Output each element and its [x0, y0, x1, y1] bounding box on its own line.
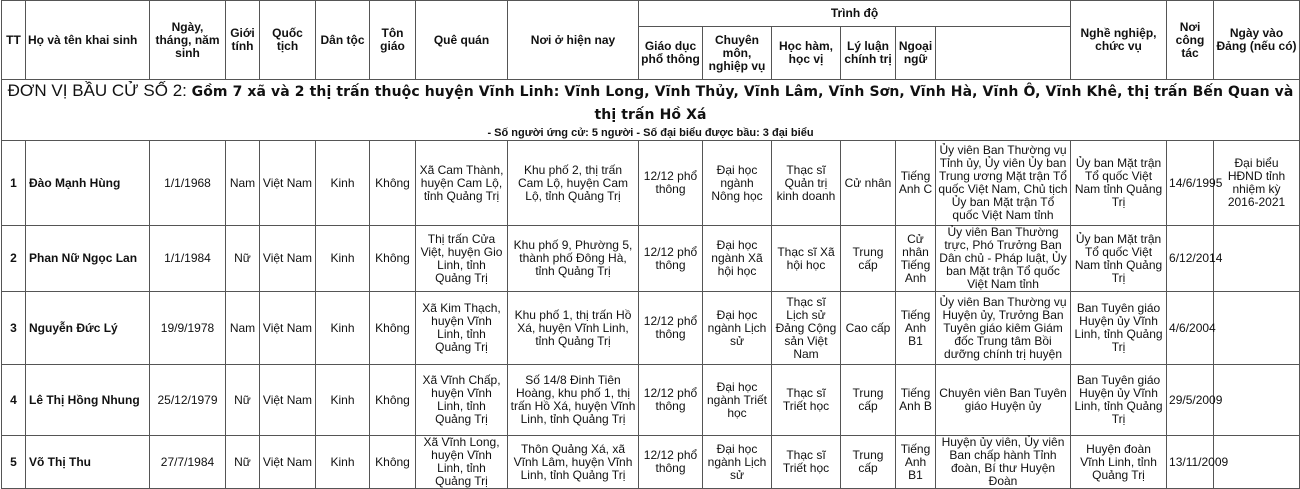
- cell-workplace: Ủy ban Mặt trận Tổ quốc Việt Nam tỉnh Quảng Trị: [1071, 141, 1167, 226]
- cell-general-edu: 12/12 phổ thông: [639, 436, 703, 489]
- table-row: [2, 292, 1300, 365]
- cell-professional: Đại học ngành Nông học: [703, 141, 772, 226]
- cell-political-theory: Cử nhân: [841, 141, 896, 226]
- cell-general-edu: 12/12 phổ thông: [639, 365, 703, 436]
- cell-party-date: 14/6/1995: [1167, 141, 1214, 226]
- cell-hometown: Xã Cam Thành, huyện Cam Lộ, tỉnh Quảng Trị: [416, 141, 508, 226]
- cell-tt: 5: [2, 436, 26, 489]
- cell-tt: 1: [2, 141, 26, 226]
- cell-gender: Nam: [226, 292, 260, 365]
- cell-ethnicity: Kinh: [316, 436, 370, 489]
- cell-ethnicity: Kinh: [316, 292, 370, 365]
- col-header-education-group: Trình độ: [639, 1, 1071, 27]
- cell-hometown: Thị trấn Cửa Việt, huyện Gio Linh, tỉnh Quảng Trị: [416, 226, 508, 292]
- cell-dob: 1/1/1984: [150, 226, 226, 292]
- cell-gender: Nữ: [226, 226, 260, 292]
- cell-occupation: Ủy viên Ban Thường trực, Phó Trưởng Ban Dân chủ - Pháp luật, Ủy ban Mặt trận Tổ quốc Việt Nam tỉnh: [936, 226, 1071, 292]
- cell-professional: Đại học ngành Lịch sử: [703, 292, 772, 365]
- cell-gender: Nữ: [226, 365, 260, 436]
- cell-foreign-language: Tiếng Anh B1: [896, 436, 936, 489]
- cell-residence: Khu phố 2, thị trấn Cam Lộ, huyện Cam Lộ, tỉnh Quảng Trị: [508, 141, 639, 226]
- cell-general-edu: 12/12 phổ thông: [639, 226, 703, 292]
- cell-name: Võ Thị Thu: [26, 436, 150, 489]
- cell-political-theory: Trung cấp: [841, 226, 896, 292]
- district-title: [2, 80, 1300, 127]
- cell-foreign-language: Tiếng Anh B: [896, 365, 936, 436]
- cell-workplace: Huyện đoàn Vĩnh Linh, tỉnh Quảng Trị: [1071, 436, 1167, 489]
- cell-professional: Đại học ngành Triết học: [703, 365, 772, 436]
- cell-party-date: 6/12/2014: [1167, 226, 1214, 292]
- col-header-party-date: Ngày vào Đảng (nếu có): [1214, 1, 1300, 80]
- table-row: [2, 226, 1300, 292]
- district-prefix: ĐƠN VỊ BẦU CỬ SỐ 2:: [7, 81, 192, 100]
- cell-foreign-language: Tiếng Anh B1: [896, 292, 936, 365]
- cell-residence: Số 14/8 Đinh Tiên Hoàng, khu phố 1, thị trấn Hồ Xá, huyện Vĩnh Linh, tỉnh Quảng Trị: [508, 365, 639, 436]
- col-header-degree: Học hàm, học vị: [772, 27, 841, 80]
- cell-workplace: Ủy ban Mặt trận Tổ quốc Việt Nam tỉnh Quảng Trị: [1071, 226, 1167, 292]
- col-header-workplace: Nơi công tác: [1167, 1, 1214, 80]
- col-header-general-edu: Giáo dục phổ thông: [639, 27, 703, 80]
- cell-nationality: Việt Nam: [260, 226, 316, 292]
- col-header-dob: Ngày, tháng, năm sinh: [150, 1, 226, 80]
- cell-general-edu: 12/12 phổ thông: [639, 141, 703, 226]
- col-header-residence: Nơi ở hiện nay: [508, 1, 639, 80]
- cell-professional: Đại học ngành Xã hội học: [703, 226, 772, 292]
- cell-delegate: Đại biểu HĐND tỉnh nhiệm kỳ 2016-2021: [1214, 141, 1300, 226]
- col-header-gender: Giới tính: [226, 1, 260, 80]
- cell-occupation: Ủy viên Ban Thường vụ Tỉnh ủy, Ủy viên Ủy ban Trung ương Mặt trận Tổ quốc Việt Nam, Chủ tịch Ủy ban Mặt trận Tổ quốc Việt Nam tỉnh: [936, 141, 1071, 226]
- cell-delegate: [1214, 365, 1300, 436]
- cell-party-date: 29/5/2009: [1167, 365, 1214, 436]
- table-row: [2, 141, 1300, 226]
- cell-tt: 2: [2, 226, 26, 292]
- cell-political-theory: Trung cấp: [841, 365, 896, 436]
- cell-hometown: Xã Vĩnh Long, huyện Vĩnh Linh, tỉnh Quảng Trị: [416, 436, 508, 489]
- cell-name: Nguyễn Đức Lý: [26, 292, 150, 365]
- table-row: [2, 436, 1300, 489]
- cell-name: Lê Thị Hồng Nhung: [26, 365, 150, 436]
- cell-foreign-language: Tiếng Anh C: [896, 141, 936, 226]
- col-header-religion: Tôn giáo: [370, 1, 416, 80]
- district-subtitle: - Số người ứng cử: 5 người - Số đại biểu được bầu: 3 đại biểu: [2, 126, 1300, 141]
- table-row: [2, 365, 1300, 436]
- cell-residence: Khu phố 1, thị trấn Hồ Xá, huyện Vĩnh Linh, tỉnh Quảng Trị: [508, 292, 639, 365]
- cell-name: Phan Nữ Ngọc Lan: [26, 226, 150, 292]
- cell-degree: Thạc sĩ Lịch sử Đảng Cộng sản Việt Nam: [772, 292, 841, 365]
- cell-religion: Không: [370, 226, 416, 292]
- cell-tt: 4: [2, 365, 26, 436]
- cell-dob: 19/9/1978: [150, 292, 226, 365]
- cell-delegate: [1214, 292, 1300, 365]
- cell-nationality: Việt Nam: [260, 141, 316, 226]
- table-header: [2, 1, 1300, 80]
- cell-residence: Thôn Quảng Xá, xã Vĩnh Lâm, huyện Vĩnh Linh, tỉnh Quảng Trị: [508, 436, 639, 489]
- cell-ethnicity: Kinh: [316, 226, 370, 292]
- district-description: Gồm 7 xã và 2 thị trấn thuộc huyện Vĩnh Linh: Vĩnh Long, Vĩnh Thủy, Vĩnh Lâm, Vĩnh Sơn, Vĩnh Hà, Vĩnh Ô, Vĩnh Khê, thị trấn Bến Quan và thị trấn Hồ Xá: [191, 84, 1294, 123]
- cell-foreign-language: Cử nhân Tiếng Anh: [896, 226, 936, 292]
- cell-tt: 3: [2, 292, 26, 365]
- col-header-ethnicity: Dân tộc: [316, 1, 370, 80]
- cell-occupation: Huyện ủy viên, Ủy viên Ban chấp hành Tỉnh đoàn, Bí thư Huyện Đoàn: [936, 436, 1071, 489]
- cell-ethnicity: Kinh: [316, 141, 370, 226]
- col-header-occupation: Nghề nghiệp, chức vụ: [1071, 1, 1167, 80]
- candidate-table: [1, 0, 1300, 489]
- cell-general-edu: 12/12 phổ thông: [639, 292, 703, 365]
- col-header-name: Họ và tên khai sinh: [26, 1, 150, 80]
- col-header-tt: TT: [2, 1, 26, 80]
- cell-party-date: 13/11/2009: [1167, 436, 1214, 489]
- cell-degree: Thạc sĩ Triết học: [772, 365, 841, 436]
- cell-degree: Thạc sĩ Xã hội học: [772, 226, 841, 292]
- col-header-political-theory: Lý luận chính trị: [841, 27, 896, 80]
- cell-workplace: Ban Tuyên giáo Huyện ủy Vĩnh Linh, tỉnh Quảng Trị: [1071, 365, 1167, 436]
- cell-political-theory: Trung cấp: [841, 436, 896, 489]
- cell-gender: Nữ: [226, 436, 260, 489]
- cell-hometown: Xã Vĩnh Chấp, huyện Vĩnh Linh, tỉnh Quảng Trị: [416, 365, 508, 436]
- cell-ethnicity: Kinh: [316, 365, 370, 436]
- cell-degree: Thạc sĩ Quản trị kinh doanh: [772, 141, 841, 226]
- cell-dob: 27/7/1984: [150, 436, 226, 489]
- cell-name: Đào Mạnh Hùng: [26, 141, 150, 226]
- cell-dob: 1/1/1968: [150, 141, 226, 226]
- cell-religion: Không: [370, 365, 416, 436]
- cell-religion: Không: [370, 436, 416, 489]
- col-header-professional: Chuyên môn, nghiệp vụ: [703, 27, 772, 80]
- cell-political-theory: Cao cấp: [841, 292, 896, 365]
- cell-degree: Thạc sĩ Triết học: [772, 436, 841, 489]
- cell-workplace: Ban Tuyên giáo Huyện ủy Vĩnh Linh, tỉnh Quảng Trị: [1071, 292, 1167, 365]
- cell-nationality: Việt Nam: [260, 365, 316, 436]
- cell-nationality: Việt Nam: [260, 292, 316, 365]
- cell-delegate: [1214, 226, 1300, 292]
- col-header-nationality: Quốc tịch: [260, 1, 316, 80]
- cell-religion: Không: [370, 292, 416, 365]
- cell-residence: Khu phố 9, Phường 5, thành phố Đông Hà, tỉnh Quảng Trị: [508, 226, 639, 292]
- col-header-hometown: Quê quán: [416, 1, 508, 80]
- cell-dob: 25/12/1979: [150, 365, 226, 436]
- table-body: [2, 80, 1300, 489]
- col-header-foreign-language: Ngoại ngữ: [896, 27, 936, 80]
- cell-religion: Không: [370, 141, 416, 226]
- cell-gender: Nam: [226, 141, 260, 226]
- cell-hometown: Xã Kim Thạch, huyện Vĩnh Linh, tỉnh Quảng Trị: [416, 292, 508, 365]
- cell-occupation: Ủy viên Ban Thường vụ Huyện ủy, Trưởng Ban Tuyên giáo kiêm Giám đốc Trung tâm Bồi dưỡng chính trị huyện: [936, 292, 1071, 365]
- cell-party-date: 4/6/2004: [1167, 292, 1214, 365]
- cell-professional: Đại học ngành Lịch sử: [703, 436, 772, 489]
- cell-occupation: Chuyên viên Ban Tuyên giáo Huyện ủy: [936, 365, 1071, 436]
- cell-nationality: Việt Nam: [260, 436, 316, 489]
